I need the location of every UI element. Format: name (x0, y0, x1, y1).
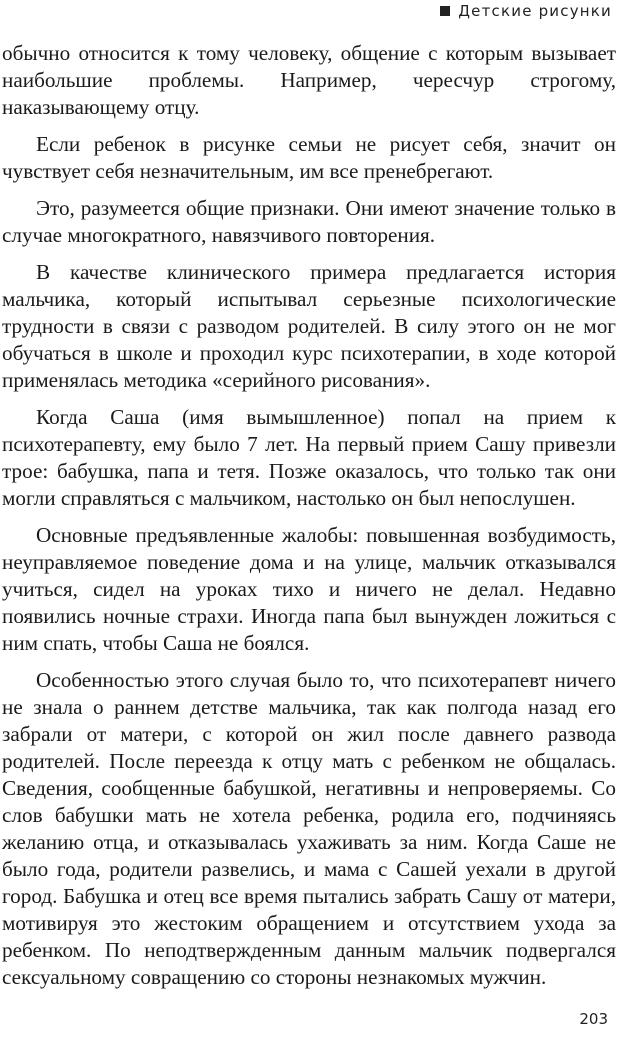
square-bullet-icon (440, 6, 450, 16)
paragraph-continuation: обычно относится к тому человеку, общение с которым вызывает наибольшие проблемы. Например, чересчур строгому, наказывающему отцу. (2, 41, 616, 119)
paragraph-clinical-example: В качестве клинического примера предлагается история мальчика, который испытывал серьезные психологические трудности в связи с разводом родителей. В силу этого он не мог обучаться в школе и проходил курс психотерапии, в ходе которой применялась методика «серийного рисования». (2, 260, 616, 392)
paragraph-self-omission: Если ребенок в рисунке семьи не рисует себя, значит он чувствует себя незначительным, им все пренебрегают. (2, 132, 616, 183)
paragraph-case-history: Особенностью этого случая было то, что психотерапевт ничего не знала о раннем детстве мальчика, так как полгода назад его забрали от матери, с которой он жил после давнего развода родителей. После переезда к отцу мать с ребенком не общалась. Сведения, сообщенные бабушкой, негативны и непроверяемы. Со слов бабушки мать не хотела ребенка, родила его, подчиняясь желанию отца, и отказывалась ухаживать за ним. Когда Саше не было года, родители развелись, и мама с Сашей уехали в другой город. Бабушка и отец все время пытались забрать Сашу от матери, мотивируя это жестоким обращением и отсутствием ухода за ребенком. По неподтвержденным данным мальчик подвергался сексуальному совращению со стороны незнакомых мужчин. (2, 668, 616, 989)
running-head (440, 0, 612, 22)
body-text (2, 40, 616, 1001)
paragraph-first-visit: Когда Саша (имя вымышленное) попал на прием к психотерапевту, ему было 7 лет. На первый прием Сашу привезли трое: бабушка, папа и тетя. Позже оказалось, что только так они могли справляться с мальчиком, настолько он был непослушен. (2, 405, 616, 510)
running-head-title: Детские рисунки (458, 2, 612, 20)
page-number: 203 (579, 1010, 608, 1028)
paragraph-complaints: Основные предъявленные жалобы: повышенная возбудимость, неуправляемое поведение дома и на улице, мальчик отказывался учиться, сидел на уроках тихо и ничего не делал. Недавно появились ночные страхи. Иногда папа был вынужден ложиться с ним спать, чтобы Саша не боялся. (2, 523, 616, 655)
paragraph-general-signs: Это, разумеется общие признаки. Они имеют значение только в случае многократного, навязчивого повторения. (2, 196, 616, 247)
